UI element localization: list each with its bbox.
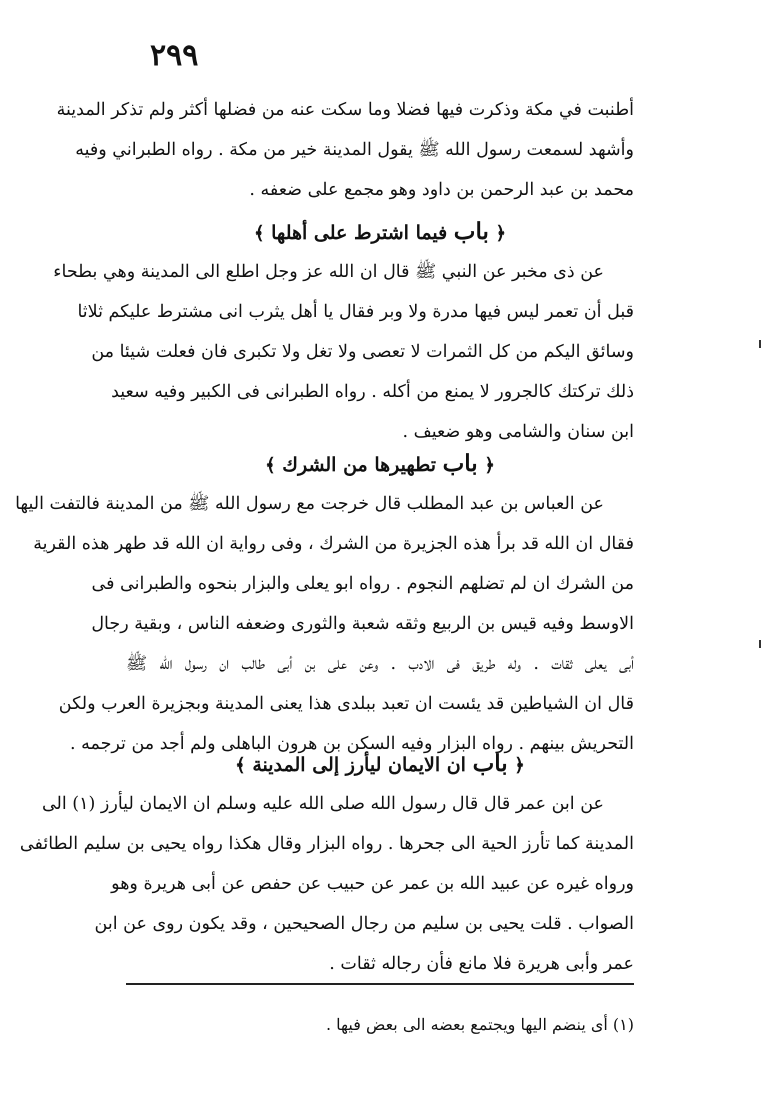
- text-line: فقال ان الله قد برأ هذه الجزيرة من الشرك ، وفى رواية ان الله قد طهر هذه القرية: [33, 534, 634, 554]
- text-line: الاوسط وفيه قيس بن الربيع وثقه شعبة والثورى وضعفه الناس ، وبقية رجال: [91, 614, 634, 634]
- footnote: (١) أى ينضم اليها ويجتمع بعضه الى بعض فيها .: [326, 1015, 634, 1034]
- text-line: من الشرك ان لم تضلهم النجوم . رواه ابو يعلى والبزار بنحوه والطبرانى فى: [91, 574, 634, 594]
- section-heading-purification: [126, 444, 634, 484]
- text-line: أطنبت في مكة وذكرت فيها فضلا وما سكت عنه من فضلها أكثر ولم تذكر المدينة: [56, 100, 634, 120]
- text-line: عن العباس بن عبد المطلب قال خرجت مع رسول الله ﷺ من المدينة فالتفت اليها: [15, 494, 604, 514]
- heading-bracket-open: ﴿: [495, 223, 507, 244]
- heading-bracket-close: ﴾: [235, 755, 246, 776]
- text-line: الصواب . قلت يحيى بن سليم من رجال الصحيحين ، وقد يكون روى عن ابن: [94, 914, 634, 934]
- scan-margin-mark: [759, 640, 761, 648]
- opening-paragraph: [56, 90, 634, 210]
- text-line: محمد بن عبد الرحمن بن داود وهو مجمع على ضعفه .: [249, 180, 634, 200]
- text-line: وسائق اليكم من كل الثمرات لا تعصى ولا تغل ولا تكبرى فان فعلت شيئا من: [91, 342, 634, 362]
- section-iman-text: [19, 784, 634, 984]
- text-line: قبل أن تعمر ليس فيها مدرة ولا وبر فقال يا أهل يثرب انى مشترط عليكم ثلاثا: [77, 302, 634, 322]
- section-purification-text: [15, 484, 634, 764]
- section-heading-conditions: [126, 212, 634, 252]
- text-line: عن ابن عمر قال قال رسول الله صلى الله عليه وسلم ان الايمان ليأرز (١) الى: [41, 794, 604, 814]
- text-line: قال ان الشياطين قد يئست ان تعبد ببلدى هذا يعنى المدينة وبجزيرة العرب ولكن: [58, 694, 634, 714]
- text-line: عمر وأبى هريرة فلا مانع فأن رجاله ثقات .: [329, 954, 634, 974]
- text-line: المدينة كما تأرز الحية الى جحرها . رواه البزار وقال هكذا رواه يحيى بن سليم الطائفى: [19, 834, 634, 854]
- section-heading-iman: [126, 744, 634, 784]
- heading-bracket-close: ﴾: [253, 223, 265, 244]
- text-line: ابن سنان والشامى وهو ضعيف .: [402, 422, 634, 442]
- heading-bab: باب: [472, 750, 508, 777]
- heading-title: ان الايمان ليأرز إلى المدينة: [252, 754, 466, 776]
- footnote-rule: [126, 983, 634, 985]
- heading-title: فيما اشترط على أهلها: [271, 222, 448, 244]
- text-line: ذلك تركتك كالجرور لا يمنع من أكله . رواه الطبرانى فى الكبير وفيه سعيد: [111, 382, 634, 402]
- heading-bracket-open: ﴿: [514, 755, 525, 776]
- text-line: التحريش بينهم . رواه البزار وفيه السكن بن هرون الباهلى ولم أجد من ترجمه .: [69, 734, 634, 754]
- scan-margin-mark: [759, 340, 761, 348]
- text-line: ورواه غيره عن عبيد الله بن عمر عن حبيب عن حفص عن أبى هريرة وهو: [111, 874, 634, 894]
- text-line: عن ذى مخبر عن النبي ﷺ قال ان الله عز وجل اطلع الى المدينة وهي بطحاء: [53, 262, 604, 282]
- page-number: ٢٩٩: [150, 38, 199, 73]
- section-conditions-text: [53, 252, 634, 452]
- heading-bab: باب: [453, 218, 489, 245]
- heading-bab: باب: [442, 450, 478, 477]
- text-line: وأشهد لسمعت رسول الله ﷺ يقول المدينة خير من مكة . رواه الطبراني وفيه: [75, 140, 634, 160]
- heading-bracket-open: ﴿: [484, 455, 495, 476]
- heading-bracket-close: ﴾: [265, 455, 276, 476]
- text-line: أبى يعلى ثقات . وله طريق فى الادب . وعن على بن أبى طالب ان رسول الله ﷺ: [126, 654, 634, 674]
- heading-title: تطهيرها من الشرك: [282, 454, 436, 476]
